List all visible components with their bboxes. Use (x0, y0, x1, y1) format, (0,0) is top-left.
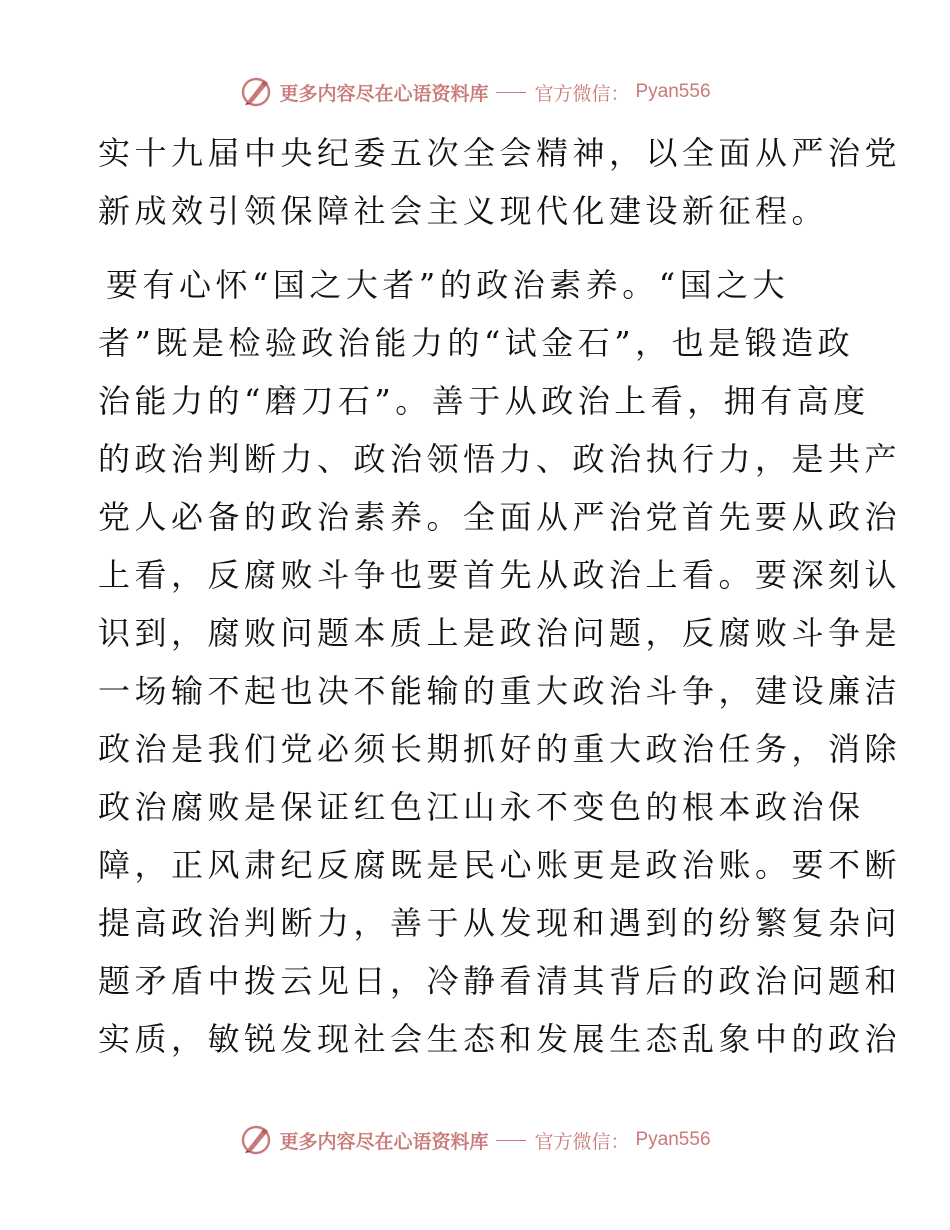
text-line: 实质，敏锐发现社会生态和发展生态乱象中的政治 (98, 1020, 902, 1058)
paragraph-2 (98, 256, 902, 1068)
text-line: 要有心怀“国之大者”的政治素养。“国之大 (106, 266, 790, 304)
text-line: 新成效引领保障社会主义现代化建设新征程。 (98, 192, 829, 230)
text-line: 政治是我们党必须长期抓好的重大政治任务，消除 (98, 730, 902, 768)
watermark-brand: 更多内容尽在心语资料库 (279, 1130, 489, 1153)
text-line: 者”既是检验政治能力的“试金石”，也是锻造政 (98, 324, 855, 362)
text-line: 治能力的“磨刀石”。善于从政治上看，拥有高度 (98, 382, 870, 420)
watermark-dash (496, 92, 526, 93)
watermark-official-label: 官方微信： (534, 1130, 630, 1153)
header-watermark (0, 72, 950, 112)
text-line: 识到，腐败问题本质上是政治问题，反腐败斗争是 (98, 614, 902, 652)
watermark-wechat-id: Pyan556 (635, 81, 711, 102)
watermark-wechat-id: Pyan556 (635, 1129, 711, 1150)
paragraph-1 (98, 124, 902, 240)
pen-logo-icon (239, 75, 273, 109)
text-line: 的政治判断力、政治领悟力、政治执行力，是共产 (98, 440, 902, 478)
watermark-dash (496, 1140, 526, 1141)
pen-logo-icon (239, 1123, 273, 1157)
text-line: 实十九届中央纪委五次全会精神，以全面从严治党 (98, 134, 902, 172)
text-line: 障，正风肃纪反腐既是民心账更是政治账。要不断 (98, 846, 902, 884)
text-line: 党人必备的政治素养。全面从严治党首先要从政治 (98, 498, 902, 536)
text-line: 上看，反腐败斗争也要首先从政治上看。要深刻认 (98, 556, 902, 594)
text-line: 一场输不起也决不能输的重大政治斗争，建设廉洁 (98, 672, 902, 710)
watermark-official-label: 官方微信： (534, 82, 630, 105)
footer-watermark (0, 1120, 950, 1160)
text-line: 提高政治判断力，善于从发现和遇到的纷繁复杂问 (98, 904, 902, 942)
text-line: 政治腐败是保证红色江山永不变色的根本政治保 (98, 788, 865, 826)
document-body (98, 124, 902, 1068)
text-line: 题矛盾中拨云见日，冷静看清其背后的政治问题和 (98, 962, 902, 1000)
watermark-brand: 更多内容尽在心语资料库 (279, 82, 489, 105)
